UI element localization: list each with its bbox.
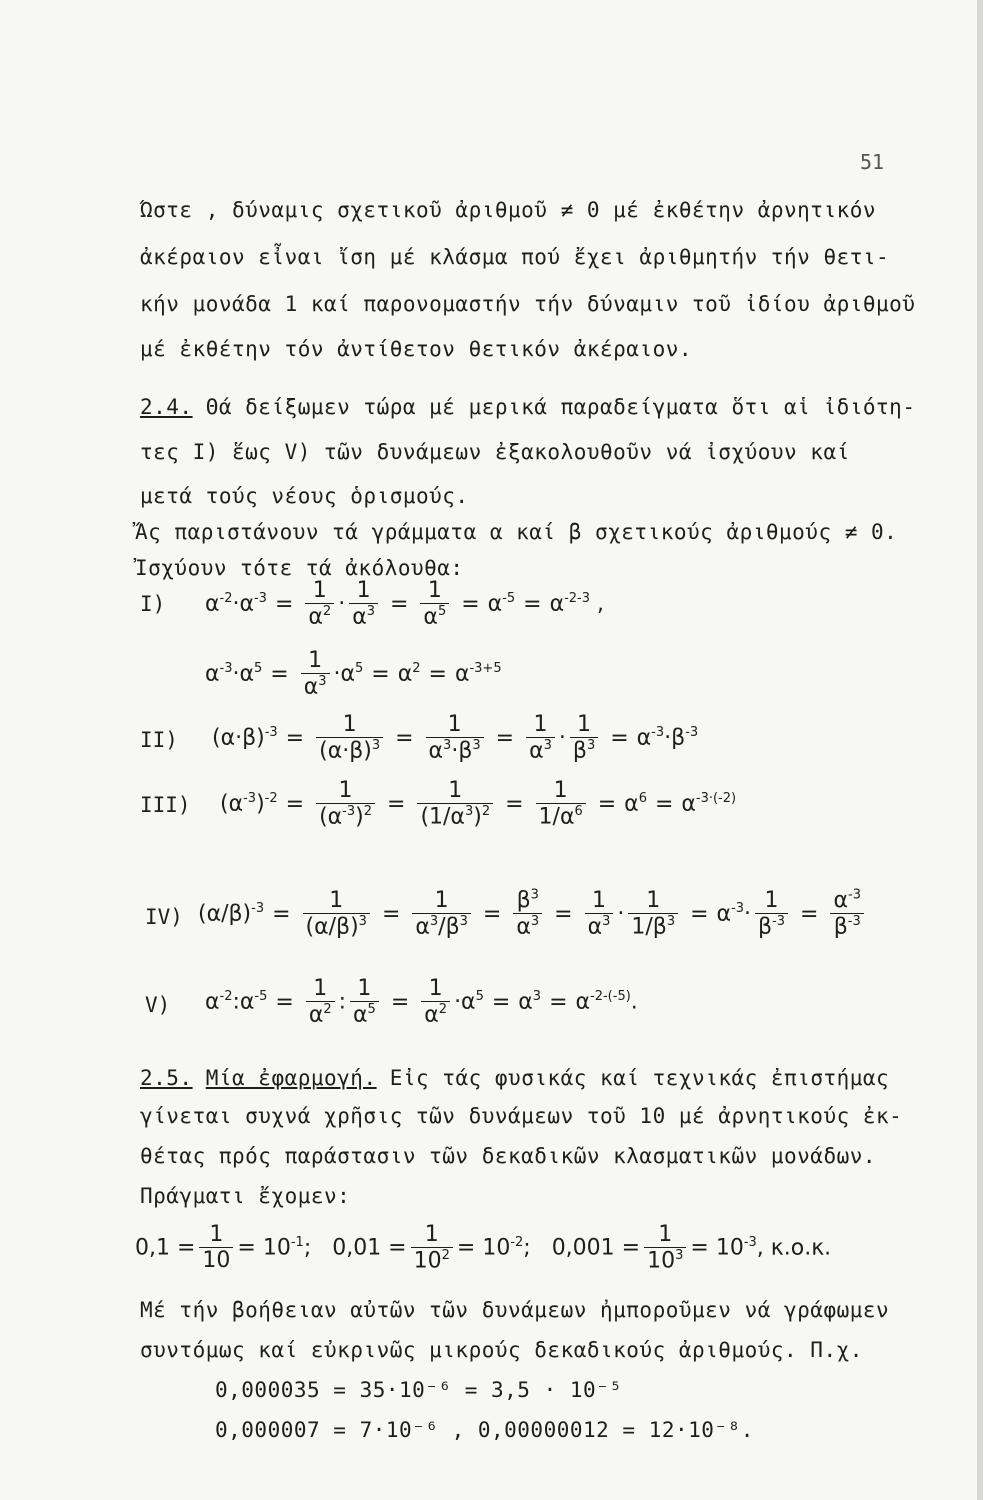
example-2: 0,000007 = 7·10⁻⁶ , 0,00000012 = 12·10⁻⁸. bbox=[215, 1418, 754, 1442]
formula-label-2: II) bbox=[140, 728, 178, 752]
formula-1a: $\alpha^{-2}\cdot\alpha^{-3}$ = $\frac{1}{\alpha^2}$ · $\frac{1}{\alpha^3}$ = $\frac{1}{\alpha^5}$ = $\alpha^{-5} = \alpha^{-2-3}$ , bbox=[205, 578, 605, 630]
formula-label-4: IV) bbox=[145, 905, 183, 929]
formula-1b: $\alpha^{-3}\cdot\alpha^5$ = $\frac{1}{\alpha^3}$ $\cdot\alpha^5 = \alpha^2 = \alpha^{-3+5}$ bbox=[205, 648, 502, 700]
section-2-5-line-1 bbox=[140, 1066, 889, 1090]
section-2-5-title: Μία ἐφαρμογή. bbox=[205, 1066, 377, 1090]
section-2-4-line-4: Ἄς παριστάνουν τά γράμματα α καί β σχετικούς ἀριθμούς ≠ 0. bbox=[135, 520, 898, 544]
section-2-5-line-4: Πράγματι ἔχομεν: bbox=[140, 1184, 351, 1208]
formula-5: $\alpha^{-2}:\alpha^{-5}$ = $\frac{1}{\alpha^2}$ : $\frac{1}{\alpha^5}$ = $\frac{1}{\alpha^2}$ $\cdot\alpha^5 = \alpha^3 = \alpha^{-2-(-5)}$. bbox=[205, 976, 638, 1028]
section-2-5-text: Εἰς τάς φυσικάς καί τεχνικάς ἐπιστήμας bbox=[389, 1066, 890, 1090]
formula-2: $(\alpha\cdot\beta)^{-3}$ = $\frac{1}{(\alpha\cdot\beta)^3}$ = $\frac{1}{\alpha^3\cdot\beta^3}$ = $\frac{1}{\alpha^3}$ · $\frac{1}{\beta^3}$ = $\alpha^{-3}\cdot\beta^{-3}$ bbox=[212, 712, 699, 764]
paragraph1-line-1: Ώστε , δύναμις σχετικοῦ ἀριθμοῦ ≠ 0 μέ ἐκθέτην ἀρνητικόν bbox=[140, 198, 877, 222]
formula-label-5: V) bbox=[145, 993, 171, 1017]
etc-abbreviation: κ.ο.κ. bbox=[770, 1235, 832, 1261]
section-2-4-line-5: Ἰσχύουν τότε τά ἀκόλουθα: bbox=[135, 556, 464, 580]
section-2-4-number: 2.4. bbox=[140, 395, 193, 419]
formula-label-3: III) bbox=[140, 793, 191, 817]
section-2-5-line-2: γίνεται συχνά χρῆσις τῶν δυνάμεων τοῦ 10 μέ ἀρνητικούς ἐκ- bbox=[140, 1104, 903, 1128]
section-2-4-line-1 bbox=[140, 395, 915, 419]
formula-3: $(\alpha^{-3})^{-2}$ = $\frac{1}{(\alpha^{-3})^2}$ = $\frac{1}{(1/\alpha^3)^2}$ = $\frac{1}{1/\alpha^6}$ = $\alpha^6 = \alpha^{-3\cdot(-2)}$ bbox=[220, 778, 737, 830]
paragraph1-line-2: ἀκέραιον εἶναι ἴση μέ κλάσμα πού ἔχει ἀριθμητήν τήν θετι- bbox=[140, 245, 890, 269]
paragraph1-line-3: κήν μονάδα 1 καί παρονομαστήν τήν δύναμιν τοῦ ἰδίου ἀριθμοῦ bbox=[140, 292, 916, 316]
page-number: 51 bbox=[860, 150, 885, 174]
section-2-4-text: Θά δείξωμεν τώρα μέ μερικά παραδείγματα ὅτι αἱ ἰδιότη- bbox=[205, 395, 916, 419]
section-2-5-after-line-2: συντόμως καί εὐκρινῶς μικρούς δεκαδικούς ἀριθμούς. Π.χ. bbox=[140, 1338, 863, 1362]
formula-label-1: I) bbox=[140, 592, 166, 616]
section-2-4-line-3: μετά τούς νέους ὁρισμούς. bbox=[140, 484, 469, 508]
section-2-5-line-3: θέτας πρός παράστασιν τῶν δεκαδικῶν κλασματικῶν μονάδων. bbox=[140, 1144, 877, 1168]
paragraph1-line-4: μέ ἐκθέτην τόν ἀντίθετον θετικόν ἀκέραιον. bbox=[140, 337, 693, 361]
section-2-5-number: 2.5. bbox=[140, 1066, 193, 1090]
decimal-powers-formula: 0,1 = $\frac{1}{10}$ = $10^{-1}$; 0,01 = $\frac{1}{10^2}$ = $10^{-2}$; 0,001 = $\frac{1}{10^3}$ = $10^{-3}$, κ.ο.κ. bbox=[135, 1222, 832, 1274]
formula-4: $(\alpha/\beta)^{-3}$ = $\frac{1}{(\alpha/\beta)^3}$ = $\frac{1}{\alpha^3/\beta^3}$ = $\frac{\beta^3}{\alpha^3}$ = $\frac{1}{\alpha^3}$ · $\frac{1}{1/\beta^3}$ = $\alpha^{-3}\cdot$ $\frac{1}{\beta^{-3}}$ = $\frac{\alpha^{-3}}{\beta^{-3}}$ bbox=[198, 888, 868, 941]
page-edge-shadow bbox=[977, 0, 983, 1500]
section-2-4-line-2: τες I) ἕως V) τῶν δυνάμεων ἐξακολουθοῦν νά ἰσχύουν καί bbox=[140, 440, 850, 464]
example-1: 0,000035 = 35·10⁻⁶ = 3,5 · 10⁻⁵ bbox=[215, 1378, 623, 1402]
section-2-5-after-line-1: Μέ τήν βοήθειαν αὐτῶν τῶν δυνάμεων ἠμποροῦμεν νά γράφωμεν bbox=[140, 1298, 890, 1322]
